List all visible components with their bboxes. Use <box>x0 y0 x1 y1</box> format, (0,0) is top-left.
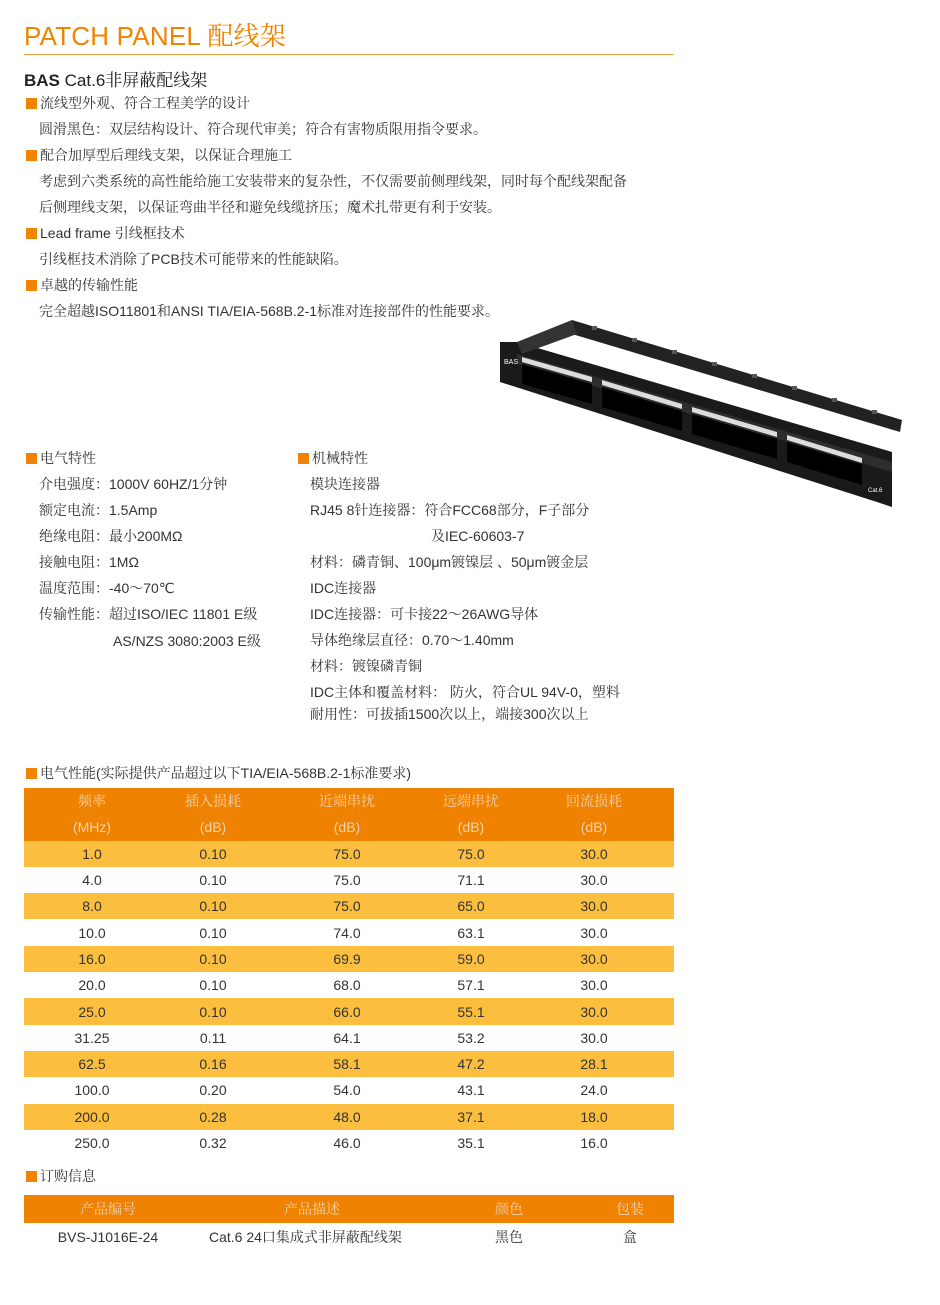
mechanical-spec: 材料：磷青铜、100μm镀镍层 、50μm镀金层 <box>310 554 589 570</box>
table-row <box>24 1104 674 1130</box>
table-cell: 75.0 <box>457 845 485 862</box>
table-header-row <box>24 788 674 814</box>
table-cell: 30.0 <box>580 872 608 889</box>
column-header: (dB) <box>199 819 227 836</box>
table-cell: 55.1 <box>457 1003 485 1020</box>
table-cell: 24.0 <box>580 1082 608 1099</box>
feature-heading <box>26 276 138 294</box>
column-header: 远端串扰 <box>443 793 499 810</box>
table-header-row <box>24 1195 674 1223</box>
bullet-icon <box>26 280 37 291</box>
table-cell: 65.0 <box>457 898 485 915</box>
column-header: 近端串扰 <box>319 793 375 810</box>
bullet-icon <box>26 98 37 109</box>
table-cell: 16.0 <box>580 1135 608 1151</box>
table-cell: 25.0 <box>78 1003 106 1020</box>
heading-text: 电气性能(实际提供产品超过以下TIA/EIA-568B.2-1标准要求) <box>40 765 412 781</box>
electrical-heading <box>26 449 96 467</box>
heading-text: 配合加厚型后理线支架，以保证合理施工 <box>40 147 292 163</box>
mechanical-spec: RJ45 8针连接器：符合FCC68部分，F子部分 <box>310 502 590 518</box>
table-cell: 53.2 <box>457 1029 485 1046</box>
table-cell: 10.0 <box>78 924 106 941</box>
mechanical-spec: 导体绝缘层直径：0.70～1.40mm <box>310 632 514 648</box>
table-cell: 37.1 <box>457 1108 485 1125</box>
table-cell: 75.0 <box>333 898 361 915</box>
table-cell: 35.1 <box>457 1135 485 1151</box>
heading-text: 订购信息 <box>40 1168 96 1184</box>
table-cell: 30.0 <box>580 845 608 862</box>
table-row <box>24 1051 674 1077</box>
table-cell: 盒 <box>623 1229 637 1245</box>
panel-label: Cat.6 <box>868 488 883 494</box>
column-header: 插入损耗 <box>185 793 241 810</box>
mechanical-spec: 材料：镀镍磷青铜 <box>310 658 422 674</box>
column-header: (dB) <box>457 819 485 836</box>
column-header: 颜色 <box>495 1201 523 1217</box>
mechanical-spec: 及IEC-60603-7 <box>431 528 525 544</box>
mechanical-spec: IDC连接器 <box>310 580 377 596</box>
table-row <box>24 1223 674 1251</box>
table-cell: 30.0 <box>580 1029 608 1046</box>
table-cell: 0.16 <box>199 1056 227 1073</box>
mechanical-heading <box>298 449 368 467</box>
table-cell: 74.0 <box>333 924 361 941</box>
table-cell: 100.0 <box>74 1082 110 1099</box>
feature-heading <box>26 94 250 112</box>
table-row <box>24 1077 674 1103</box>
table-row <box>24 946 674 972</box>
table-cell: 58.1 <box>333 1056 361 1073</box>
performance-table <box>24 788 674 1156</box>
table-cell: 31.25 <box>74 1029 110 1046</box>
feature-description: 后侧理线支架，以保证弯曲半径和避免线缆挤压；魔术扎带更有利于安装。 <box>39 199 501 215</box>
electrical-spec: 额定电流：1.5Amp <box>39 502 158 518</box>
table-cell: 250.0 <box>74 1135 110 1151</box>
table-cell: 75.0 <box>333 872 361 889</box>
table-cell: 4.0 <box>82 872 102 889</box>
column-header: (dB) <box>580 819 608 836</box>
table-cell: 46.0 <box>333 1135 361 1151</box>
product-name: Cat.6非屏蔽配线架 <box>64 71 208 90</box>
bullet-icon <box>26 768 37 779</box>
table-cell: 0.10 <box>199 872 227 889</box>
mechanical-spec: 模块连接器 <box>310 476 380 492</box>
electrical-spec: 接触电阻：1MΩ <box>39 554 139 570</box>
table-cell: 0.10 <box>199 898 227 915</box>
table-cell: BVS-J1016E-24 <box>57 1229 159 1245</box>
table-cell: 48.0 <box>333 1108 361 1125</box>
feature-description: 圆滑黑色：双层结构设计、符合现代审美；符合有害物质限用指令要求。 <box>39 121 487 137</box>
product-title <box>24 66 207 91</box>
table-cell: 66.0 <box>333 1003 361 1020</box>
bullet-icon <box>26 150 37 161</box>
table-cell: 30.0 <box>580 977 608 994</box>
table-cell: 0.32 <box>199 1135 227 1151</box>
table-cell: 8.0 <box>82 898 102 915</box>
table-cell: 75.0 <box>333 845 361 862</box>
column-header: (dB) <box>333 819 361 836</box>
table-cell: 16.0 <box>78 950 106 967</box>
column-header: 产品编号 <box>80 1201 136 1217</box>
table-cell: 69.9 <box>333 950 361 967</box>
table-header-row <box>24 814 674 840</box>
table-cell: 20.0 <box>78 977 106 994</box>
table-cell: 0.10 <box>199 977 227 994</box>
heading-text: 流线型外观、符合工程美学的设计 <box>40 95 250 111</box>
table-cell: 30.0 <box>580 1003 608 1020</box>
feature-description: 引线框技术消除了PCB技术可能带来的性能缺陷。 <box>39 251 348 267</box>
table-row <box>24 919 674 945</box>
feature-description: 完全超越ISO11801和ANSI TIA/EIA-568B.2-1标准对连接部件的性能要求。 <box>39 303 500 319</box>
panel-logo: BAS <box>504 359 519 366</box>
table-cell: Cat.6 24口集成式非屏蔽配线架 <box>209 1229 402 1245</box>
table-cell: 黑色 <box>495 1229 523 1245</box>
feature-description: 考虑到六类系统的高性能给施工安装带来的复杂性，不仅需要前侧理线架，同时每个配线架配备 <box>39 173 627 189</box>
ordering-heading <box>26 1167 96 1185</box>
title-divider <box>24 54 674 55</box>
table-cell: 30.0 <box>580 924 608 941</box>
table-cell: 43.1 <box>457 1082 485 1099</box>
feature-heading <box>26 146 292 164</box>
column-header: 产品描述 <box>284 1201 340 1217</box>
table-cell: 71.1 <box>457 872 485 889</box>
performance-heading <box>26 764 411 782</box>
column-header: (MHz) <box>72 819 112 836</box>
table-cell: 0.10 <box>199 1003 227 1020</box>
table-cell: 30.0 <box>580 898 608 915</box>
page-title: PATCH PANEL 配线架 <box>24 21 287 51</box>
table-cell: 1.0 <box>82 845 102 862</box>
table-row <box>24 1025 674 1051</box>
table-row <box>24 972 674 998</box>
column-header: 频率 <box>78 793 106 810</box>
feature-heading <box>26 224 185 242</box>
column-header: 包装 <box>616 1201 644 1217</box>
heading-text: 机械特性 <box>312 450 368 466</box>
table-cell: 0.10 <box>199 950 227 967</box>
bullet-icon <box>26 228 37 239</box>
table-cell: 57.1 <box>457 977 485 994</box>
table-row <box>24 841 674 867</box>
electrical-continuation: AS/NZS 3080:2003 E级 <box>113 633 261 649</box>
table-row <box>24 893 674 919</box>
ordering-table <box>24 1195 674 1251</box>
table-cell: 64.1 <box>333 1029 361 1046</box>
electrical-spec: 温度范围：-40～70℃ <box>39 580 175 596</box>
column-header: 回流损耗 <box>566 793 622 810</box>
table-cell: 30.0 <box>580 950 608 967</box>
table-cell: 68.0 <box>333 977 361 994</box>
table-row <box>24 867 674 893</box>
patch-panel-photo <box>492 312 912 512</box>
table-cell: 18.0 <box>580 1108 608 1125</box>
heading-text: Lead frame 引线框技术 <box>40 225 185 241</box>
table-cell: 0.28 <box>199 1108 227 1125</box>
table-cell: 0.20 <box>199 1082 227 1099</box>
table-cell: 0.10 <box>199 924 227 941</box>
table-cell: 62.5 <box>78 1056 106 1073</box>
table-cell: 0.10 <box>199 845 227 862</box>
table-cell: 47.2 <box>457 1056 485 1073</box>
bullet-icon <box>26 1171 37 1182</box>
mechanical-spec: 耐用性：可拔插1500次以上，端接300次以上 <box>310 706 589 722</box>
bullet-icon <box>26 453 37 464</box>
mechanical-spec: IDC主体和覆盖材料： 防火，符合UL 94V-0，塑料 <box>310 684 620 700</box>
table-cell: 54.0 <box>333 1082 361 1099</box>
heading-text: 卓越的传输性能 <box>40 277 138 293</box>
bullet-icon <box>298 453 309 464</box>
electrical-spec: 绝缘电阻：最小200MΩ <box>39 528 183 544</box>
table-cell: 200.0 <box>74 1108 110 1125</box>
table-cell: 63.1 <box>457 924 485 941</box>
table-row <box>24 998 674 1024</box>
table-cell: 28.1 <box>580 1056 608 1073</box>
table-cell: 0.11 <box>199 1029 227 1046</box>
brand: BAS <box>24 71 60 90</box>
table-cell: 59.0 <box>457 950 485 967</box>
heading-text: 电气特性 <box>40 450 96 466</box>
electrical-spec: 介电强度：1000V 60HZ/1分钟 <box>39 476 228 492</box>
mechanical-spec: IDC连接器：可卡接22～26AWG导体 <box>310 606 539 622</box>
electrical-spec: 传输性能：超过ISO/IEC 11801 E级 <box>39 606 258 622</box>
table-row <box>24 1130 674 1156</box>
